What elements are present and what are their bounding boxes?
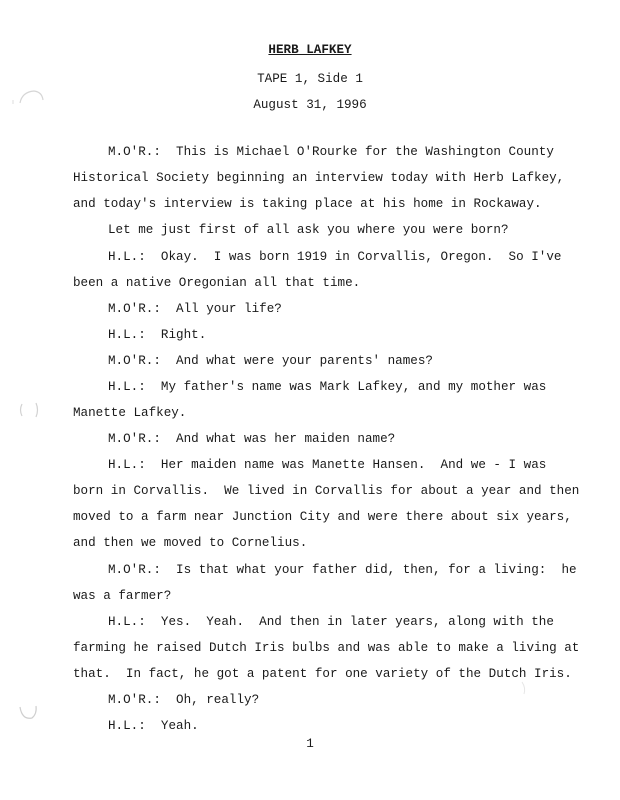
- document-title: HERB LAFKEY: [268, 43, 352, 57]
- transcript-line: H.L.: Yeah.: [108, 719, 199, 733]
- transcript-line: M.O'R.: Oh, really?: [108, 693, 260, 707]
- transcript-line: Let me just first of all ask you where you were born?: [108, 223, 509, 237]
- transcript-line: farming he raised Dutch Iris bulbs and was able to make a living at: [73, 641, 580, 655]
- transcript-line: H.L.: Her maiden name was Manette Hansen. And we - I was: [108, 458, 547, 472]
- transcript-line: Historical Society beginning an interview today with Herb Lafkey,: [73, 171, 565, 185]
- transcript-line: was a farmer?: [73, 589, 172, 603]
- transcript-line: M.O'R.: All your life?: [108, 302, 282, 316]
- transcript-line: born in Corvallis. We lived in Corvallis for about a year and then: [73, 484, 580, 498]
- interview-date: August 31, 1996: [253, 98, 367, 112]
- transcript-line: M.O'R.: And what was her maiden name?: [108, 432, 396, 446]
- tape-label: TAPE 1, Side 1: [257, 72, 363, 86]
- page-number: 1: [306, 737, 314, 751]
- transcript-line: M.O'R.: Is that what your father did, then, for a living: he: [108, 563, 577, 577]
- transcript-line: moved to a farm near Junction City and were there about six years,: [73, 510, 572, 524]
- transcript-line: and today's interview is taking place at his home in Rockaway.: [73, 197, 542, 211]
- transcript-line: H.L.: Yes. Yeah. And then in later years, along with the: [108, 615, 554, 629]
- transcript-line: H.L.: Right.: [108, 328, 207, 342]
- transcript-line: H.L.: My father's name was Mark Lafkey, and my mother was: [108, 380, 547, 394]
- transcript-line: M.O'R.: And what were your parents' names?: [108, 354, 433, 368]
- transcript-line: M.O'R.: This is Michael O'Rourke for the Washington County: [108, 145, 554, 159]
- transcript-line: that. In fact, he got a patent for one variety of the Dutch Iris.: [73, 667, 572, 681]
- transcript-line: been a native Oregonian all that time.: [73, 276, 361, 290]
- transcript-line: Manette Lafkey.: [73, 406, 187, 420]
- transcript-line: H.L.: Okay. I was born 1919 in Corvallis, Oregon. So I've: [108, 250, 562, 264]
- transcript-line: and then we moved to Cornelius.: [73, 536, 308, 550]
